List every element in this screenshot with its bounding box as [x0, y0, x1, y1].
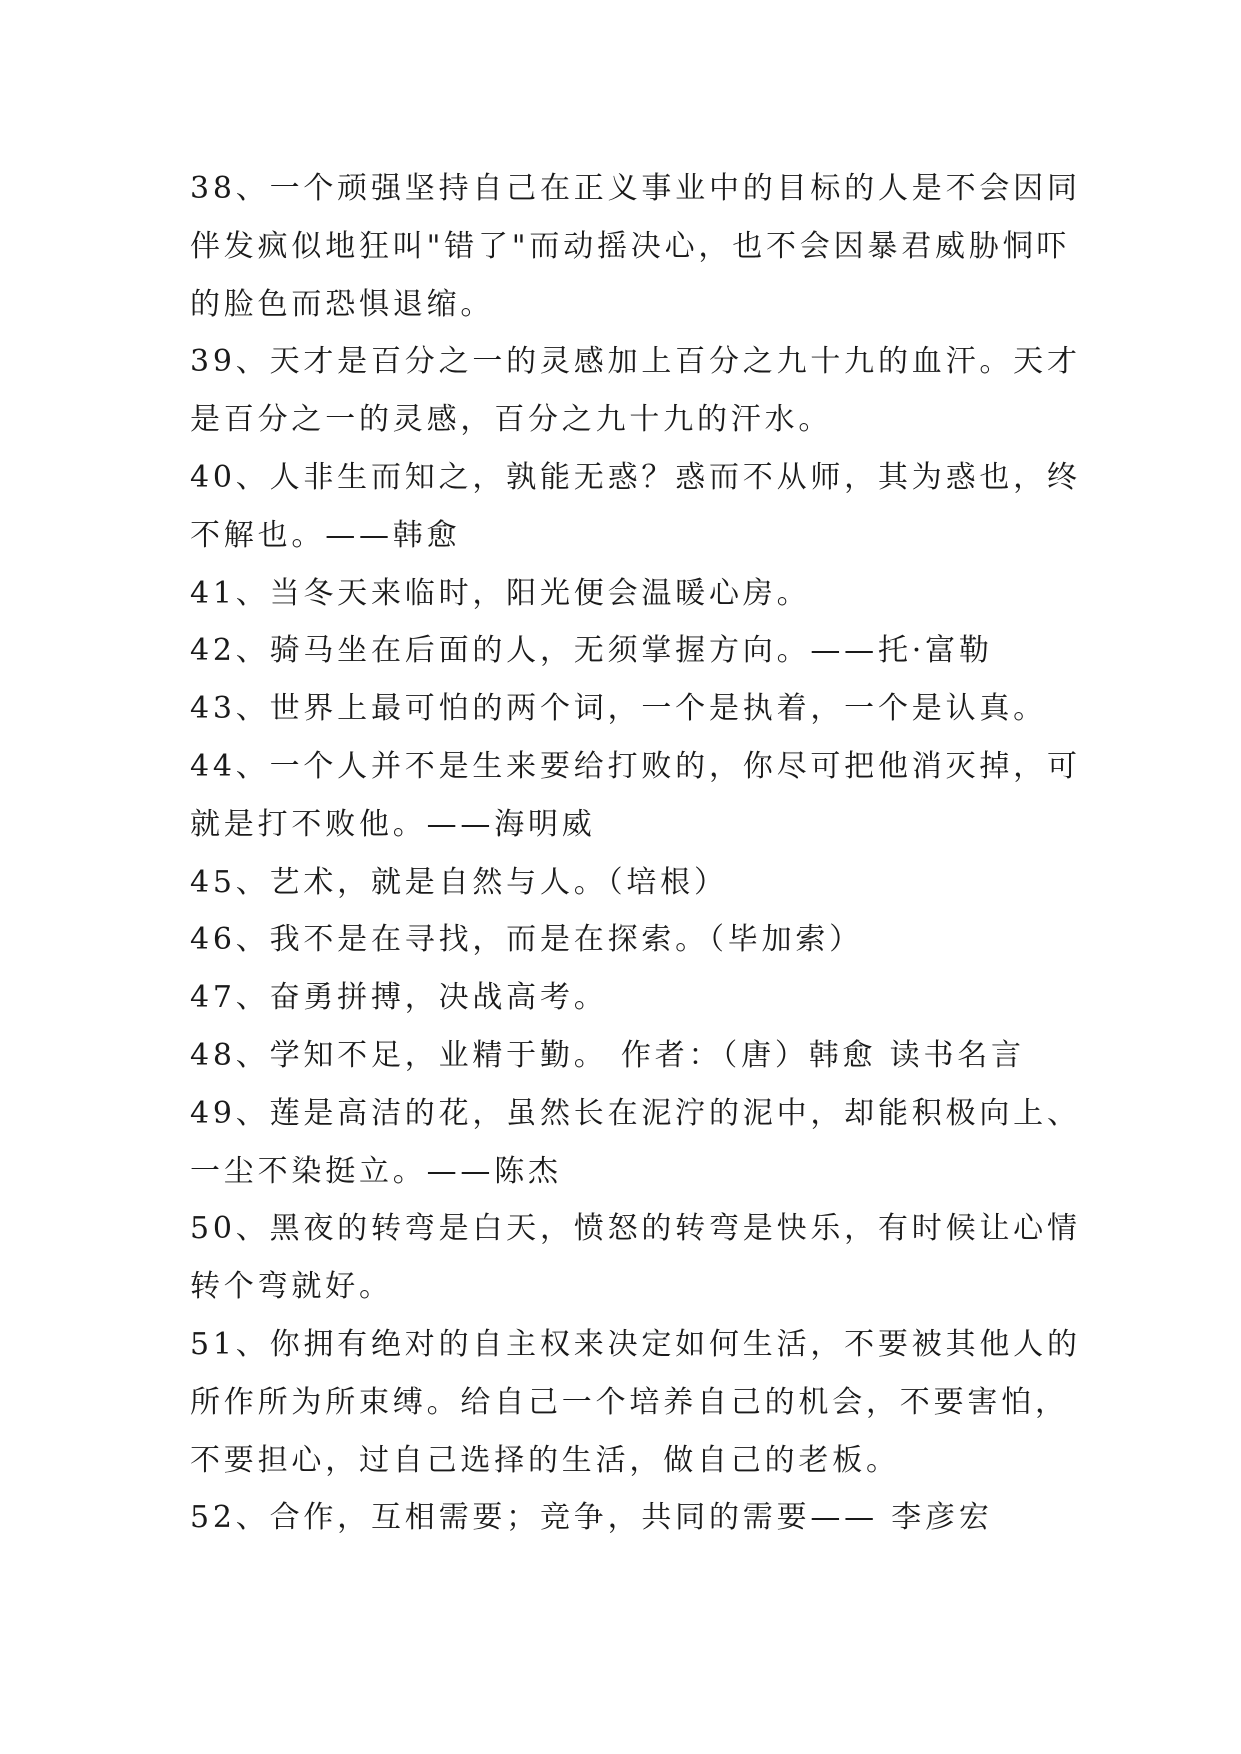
text-line: 49、莲是高洁的花，虽然长在泥泞的泥中，却能积极向上、 [190, 1095, 1081, 1131]
text-line: 43、世界上最可怕的两个词，一个是执着，一个是认真。 [190, 691, 1047, 727]
text-line: 41、当冬天来临时，阳光便会温暖心房。 [190, 575, 811, 611]
text-line: 42、骑马坐在后面的人，无须掌握方向。——托·富勒 [190, 633, 993, 669]
text-line: 38、一个顽强坚持自己在正义事业中的目标的人是不会因同 [190, 171, 1081, 206]
text-line: 39、天才是百分之一的灵感加上百分之九十九的血汗。天才 [190, 344, 1081, 380]
text-line: 所作所为所束缚。给自己一个培养自己的机会，不要害怕， [190, 1384, 1069, 1420]
text-line: 46、我不是在寻找，而是在探索。（毕加索） [190, 922, 863, 958]
quote-list [190, 160, 1090, 1547]
text-line: 的脸色而恐惧退缩。 [190, 286, 495, 322]
text-line: 47、奋勇拼搏，决战高考。 [190, 980, 608, 1016]
text-line: 伴发疯似地狂叫"错了"而动摇决心，也不会因暴君威胁恫吓 [190, 228, 1071, 264]
text-line: 52、合作，互相需要；竞争，共同的需要—— 李彦宏 [190, 1500, 993, 1536]
text-line: 45、艺术，就是自然与人。（培根） [190, 864, 728, 900]
text-line: 44、一个人并不是生来要给打败的，你尽可把他消灭掉，可 [190, 748, 1081, 784]
text-line: 是百分之一的灵感，百分之九十九的汗水。 [190, 402, 833, 438]
text-line: 40、人非生而知之，孰能无惑？惑而不从师，其为惑也，终 [190, 459, 1081, 495]
text-line: 转个弯就好。 [190, 1269, 393, 1305]
text-line: 一尘不染挺立。——陈杰 [190, 1153, 562, 1189]
text-line: 48、学知不足，业精于勤。 作者：（唐）韩愈 读书名言 [190, 1037, 1025, 1073]
text-line: 51、你拥有绝对的自主权来决定如何生活，不要被其他人的 [190, 1326, 1081, 1362]
text-line: 不解也。——韩愈 [190, 517, 461, 553]
text-line: 不要担心，过自己选择的生活，做自己的老板。 [190, 1442, 900, 1478]
text-line: 就是打不败他。——海明威 [190, 806, 596, 842]
text-line: 50、黑夜的转弯是白天，愤怒的转弯是快乐，有时候让心情 [190, 1211, 1081, 1247]
